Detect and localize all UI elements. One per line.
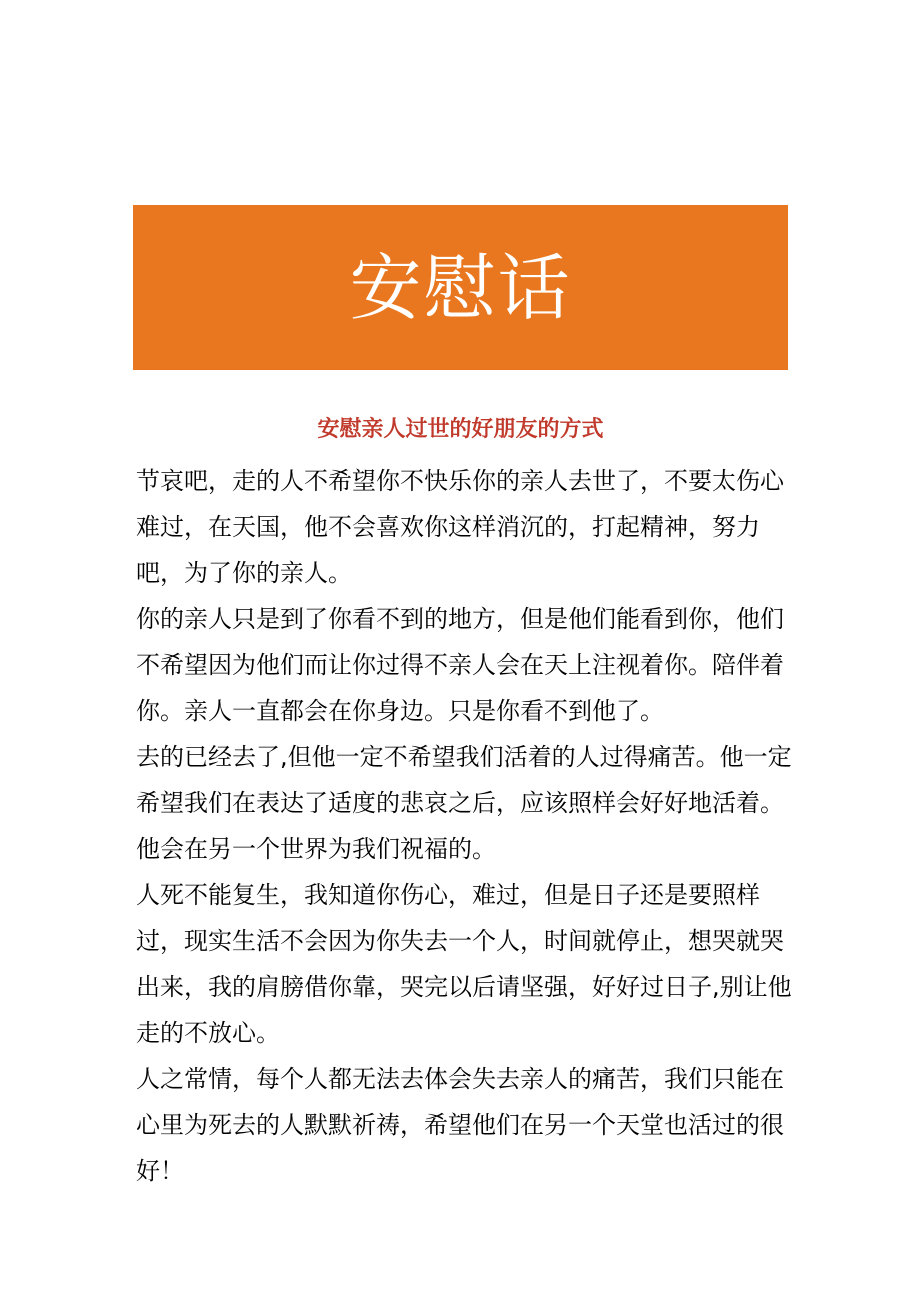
article-subtitle: 安慰亲人过世的好朋友的方式 xyxy=(317,417,604,442)
banner-title: 安慰话 xyxy=(349,245,572,330)
title-banner xyxy=(133,205,788,370)
article-body xyxy=(136,458,804,1194)
paragraph-2: 你的亲人只是到了你看不到的地方，但是他们能看到你，他们不希望因为他们而让你过得不亲人会在天上注视着你。陪伴着你。亲人一直都会在你身边。只是你看不到他了。 xyxy=(136,605,784,725)
paragraph-4: 人死不能复生，我知道你伤心，难过，但是日子还是要照样过，现实生活不会因为你失去一个人，时间就停止，想哭就哭出来，我的肩膀借你靠，哭完以后请坚强，好好过日子,别让他走的不放心。 xyxy=(136,881,792,1047)
paragraph-5: 人之常情，每个人都无法去体会失去亲人的痛苦，我们只能在心里为死去的人默默祈祷，希望他们在另一个天堂也活过的很好！ xyxy=(136,1065,784,1185)
paragraph-3: 去的已经去了,但他一定不希望我们活着的人过得痛苦。他一定希望我们在表达了适度的悲哀之后，应该照样会好好地活着。他会在另一个世界为我们祝福的。 xyxy=(136,743,792,863)
paragraph-1: 节哀吧，走的人不希望你不快乐你的亲人去世了，不要太伤心难过，在天国，他不会喜欢你这样消沉的，打起精神，努力吧，为了你的亲人。 xyxy=(136,467,784,587)
